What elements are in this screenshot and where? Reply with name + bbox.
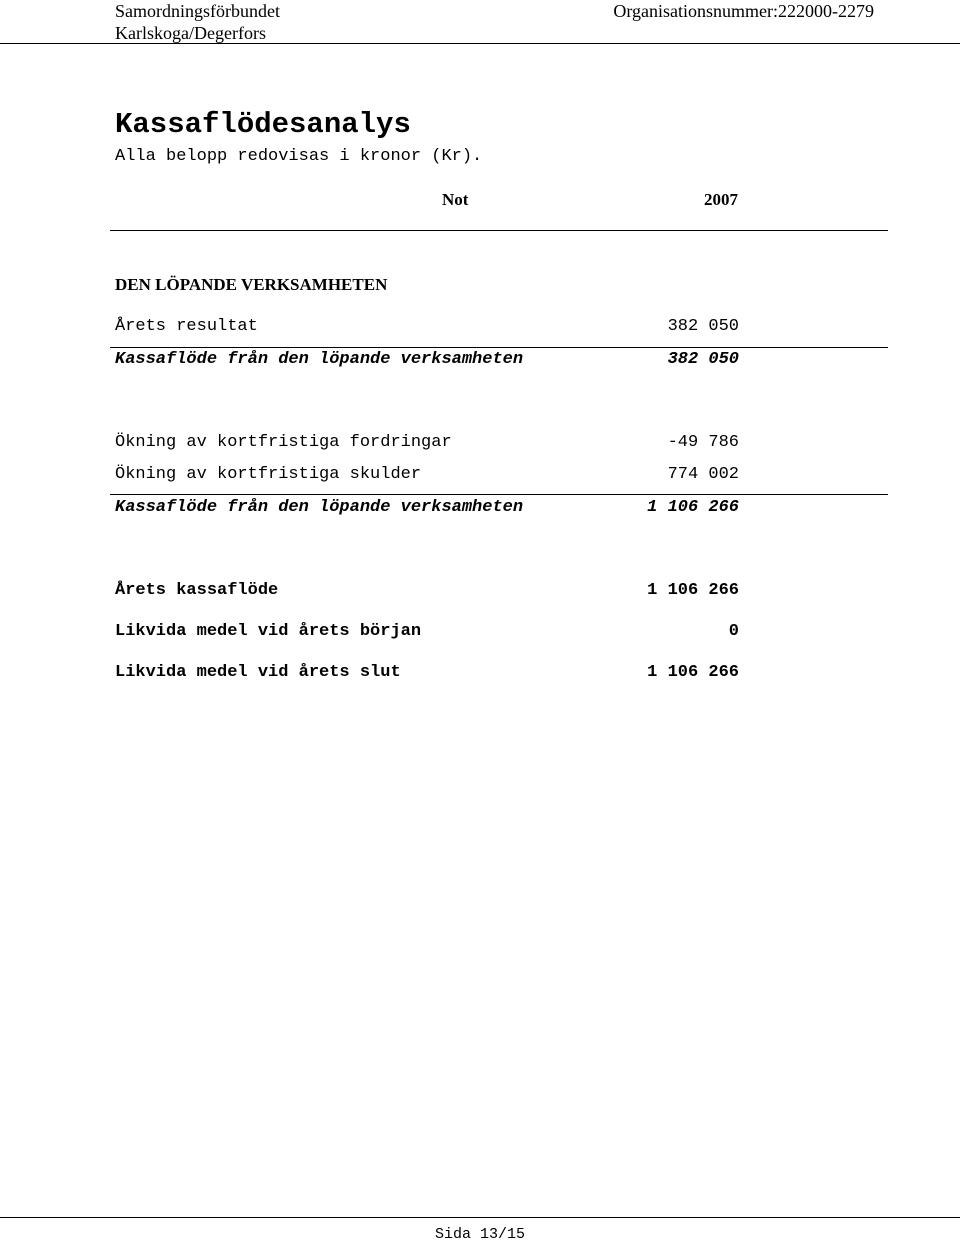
column-header-year: 2007 (704, 190, 738, 209)
table-row-total (115, 580, 739, 602)
table-row-total (115, 662, 739, 684)
row-label: Kassaflöde från den löpande verksamheten (115, 350, 524, 369)
row-label: Årets kassaflöde (115, 581, 279, 600)
row-label: Årets resultat (115, 317, 258, 336)
row-value: 0 (728, 622, 739, 641)
row-label: Kassaflöde från den löpande verksamheten (115, 498, 524, 517)
row-label: Ökning av kortfristiga fordringar (115, 433, 452, 452)
row-divider (110, 494, 888, 495)
row-value: 1 106 266 (647, 498, 739, 517)
row-label: Likvida medel vid årets slut (115, 663, 401, 682)
row-value: 382 050 (667, 350, 739, 369)
table-row (115, 464, 739, 486)
org-location: Karlskoga/Degerfors (115, 23, 266, 43)
page-title: Kassaflödesanalys (115, 108, 411, 141)
footer-divider (0, 1217, 960, 1218)
row-value: 1 106 266 (647, 581, 739, 600)
page-subtitle: Alla belopp redovisas i kronor (Kr). (115, 147, 483, 166)
column-header-note: Not (442, 190, 469, 209)
row-value: 382 050 (667, 317, 739, 336)
section-heading-operating (115, 274, 739, 296)
org-number: Organisationsnummer:222000-2279 (613, 1, 874, 21)
row-value: 774 002 (667, 465, 739, 484)
header-divider (0, 43, 960, 44)
org-name: Samordningsförbundet (115, 1, 280, 21)
table-row (115, 316, 739, 338)
table-row-subtotal (115, 349, 739, 371)
row-value: -49 786 (667, 433, 739, 452)
row-label: Ökning av kortfristiga skulder (115, 465, 422, 484)
table-row-subtotal (115, 497, 739, 519)
column-header-divider (110, 230, 888, 231)
section-heading-label: DEN LÖPANDE VERKSAMHETEN (115, 275, 388, 294)
table-row (115, 432, 739, 454)
page-number: Sida 13/15 (434, 1226, 525, 1243)
table-row-total (115, 621, 739, 643)
row-label: Likvida medel vid årets början (115, 622, 422, 641)
row-value: 1 106 266 (647, 663, 739, 682)
row-divider (110, 347, 888, 348)
